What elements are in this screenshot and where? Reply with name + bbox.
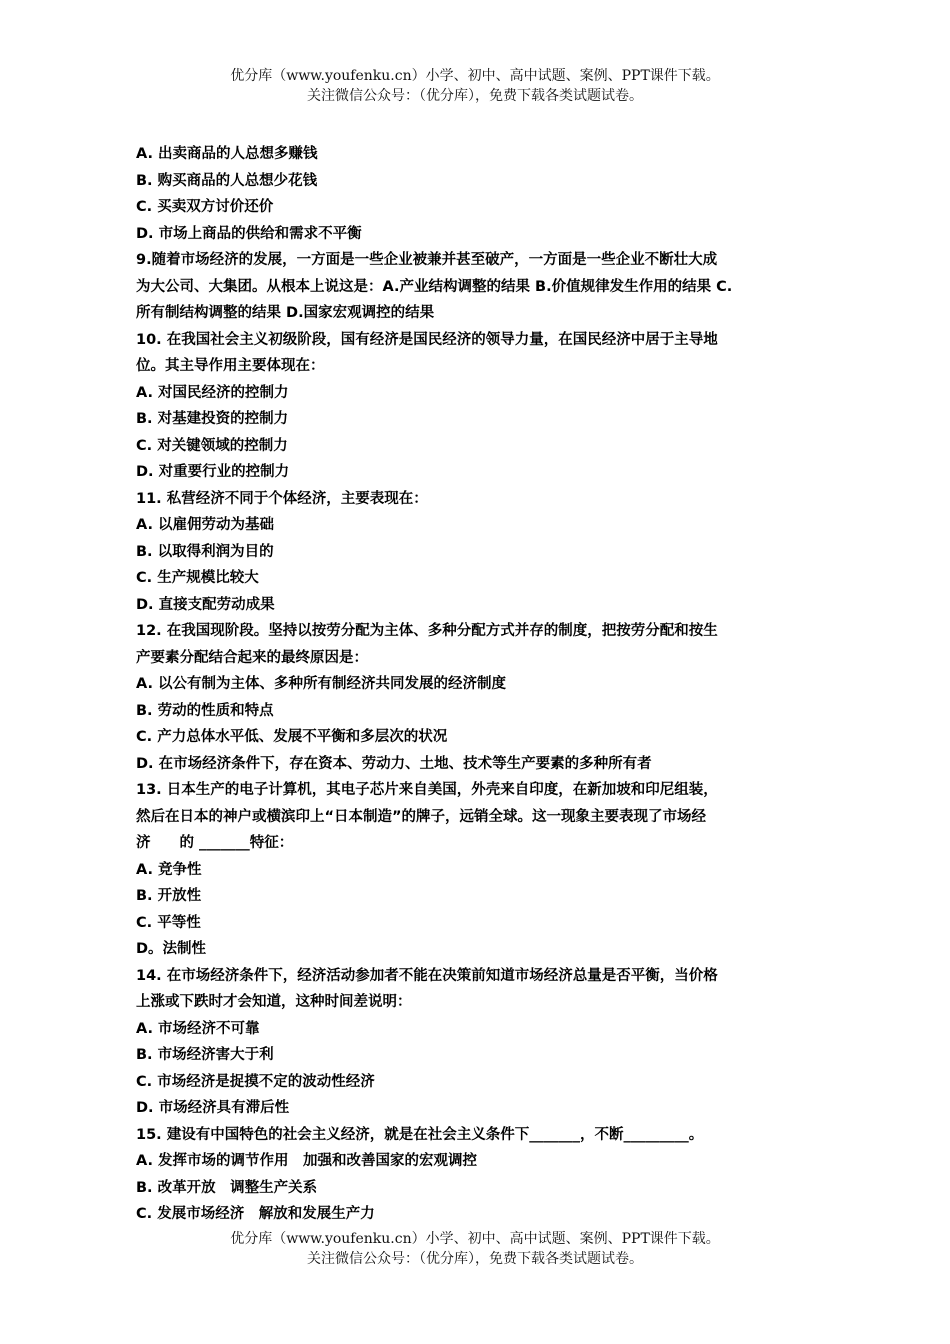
- text-line: 12. 在我国现阶段。坚持以按劳分配为主体、多种分配方式并存的制度，把按劳分配和按生: [136, 623, 718, 639]
- text-line: 15. 建设有中国特色的社会主义经济，就是在社会主义条件下_______，不断_________。: [136, 1126, 704, 1143]
- text-line: 13. 日本生产的电子计算机，其电子芯片来自美国，外壳来自印度，在新加坡和印尼组装，: [136, 782, 718, 798]
- text-line: B. 市场经济害大于利: [136, 1047, 274, 1063]
- text-line: C. 平等性: [136, 914, 201, 931]
- text-line: C. 对关键领域的控制力: [136, 437, 288, 454]
- footer-line-2: 关注微信公众号：（优分库），免费下载各类试题试卷。: [307, 1251, 643, 1267]
- page-header: [0, 66, 950, 106]
- text-line: D. 市场上商品的供给和需求不平衡: [136, 225, 362, 242]
- text-line: C. 市场经济是捉摸不定的波动性经济: [136, 1073, 375, 1090]
- text-line: A. 竞争性: [136, 861, 202, 878]
- text-line: 产要素分配结合起来的最终原因是：: [136, 649, 368, 666]
- document-body: [136, 141, 816, 1228]
- text-line: D. 在市场经济条件下，存在资本、劳动力、土地、技术等生产要素的多种所有者: [136, 755, 652, 772]
- text-line: 位。其主导作用主要体现在：: [136, 358, 325, 374]
- text-line: B. 劳动的性质和特点: [136, 702, 274, 719]
- text-line: D. 市场经济具有滞后性: [136, 1100, 290, 1116]
- text-line: C. 买卖双方讨价还价: [136, 199, 274, 215]
- text-line: C. 产力总体水平低、发展不平衡和多层次的状况: [136, 729, 448, 745]
- text-line: 9.随着市场经济的发展，一方面是一些企业被兼并甚至破产，一方面是一些企业不断壮大成: [136, 252, 718, 268]
- text-line: 为大公司、大集团。从根本上说这是：A.产业结构调整的结果 B.价值规律发生作用的结果 C.: [136, 278, 733, 295]
- text-line: 上涨或下跌时才会知道，这种时间差说明：: [136, 994, 412, 1010]
- text-line: B. 购买商品的人总想少花钱: [136, 172, 318, 189]
- text-line: A. 出卖商品的人总想多赚钱: [136, 146, 318, 162]
- text-line: B. 改革开放 调整生产关系: [136, 1179, 318, 1196]
- text-line: A. 对国民经济的控制力: [136, 384, 289, 401]
- text-line: 所有制结构调整的结果 D.国家宏观调控的结果: [136, 305, 435, 321]
- text-line: A. 发挥市场的调节作用 加强和改善国家的宏观调控: [136, 1153, 478, 1169]
- header-line-2: 关注微信公众号：（优分库），免费下载各类试题试卷。: [307, 88, 643, 104]
- text-line: B. 开放性: [136, 888, 202, 904]
- text-line: A. 以雇佣劳动为基础: [136, 517, 275, 533]
- header-line-1: 优分库（www.youfenku.cn）小学、初中、高中试题、案例、PPT课件下载。: [230, 68, 720, 84]
- text-line: 14. 在市场经济条件下，经济活动参加者不能在决策前知道市场经济总量是否平衡，当价格: [136, 967, 718, 984]
- text-line: A. 市场经济不可靠: [136, 1020, 260, 1037]
- text-line: D. 直接支配劳动成果: [136, 596, 275, 613]
- text-line: C. 生产规模比较大: [136, 570, 259, 586]
- text-line: 10. 在我国社会主义初级阶段，国有经济是国民经济的领导力量，在国民经济中居于主导地: [136, 331, 718, 348]
- text-line: 11. 私营经济不同于个体经济，主要表现在：: [136, 490, 428, 507]
- footer-line-1: 优分库（www.youfenku.cn）小学、初中、高中试题、案例、PPT课件下载。: [230, 1231, 720, 1247]
- text-line: B. 对基建投资的控制力: [136, 411, 289, 427]
- text-line: C. 发展市场经济 解放和发展生产力: [136, 1206, 375, 1222]
- page-footer: [0, 1229, 950, 1269]
- text-line: 然后在日本的神户或横滨印上“日本制造”的牌子，远销全球。这一现象主要表现了市场经: [136, 808, 707, 825]
- text-line: D。法制性: [136, 941, 207, 957]
- text-line: B. 以取得利润为目的: [136, 543, 274, 560]
- text-line: D. 对重要行业的控制力: [136, 464, 290, 480]
- text-line: A. 以公有制为主体、多种所有制经济共同发展的经济制度: [136, 676, 507, 692]
- text-line: 济 的 _______特征：: [136, 835, 294, 851]
